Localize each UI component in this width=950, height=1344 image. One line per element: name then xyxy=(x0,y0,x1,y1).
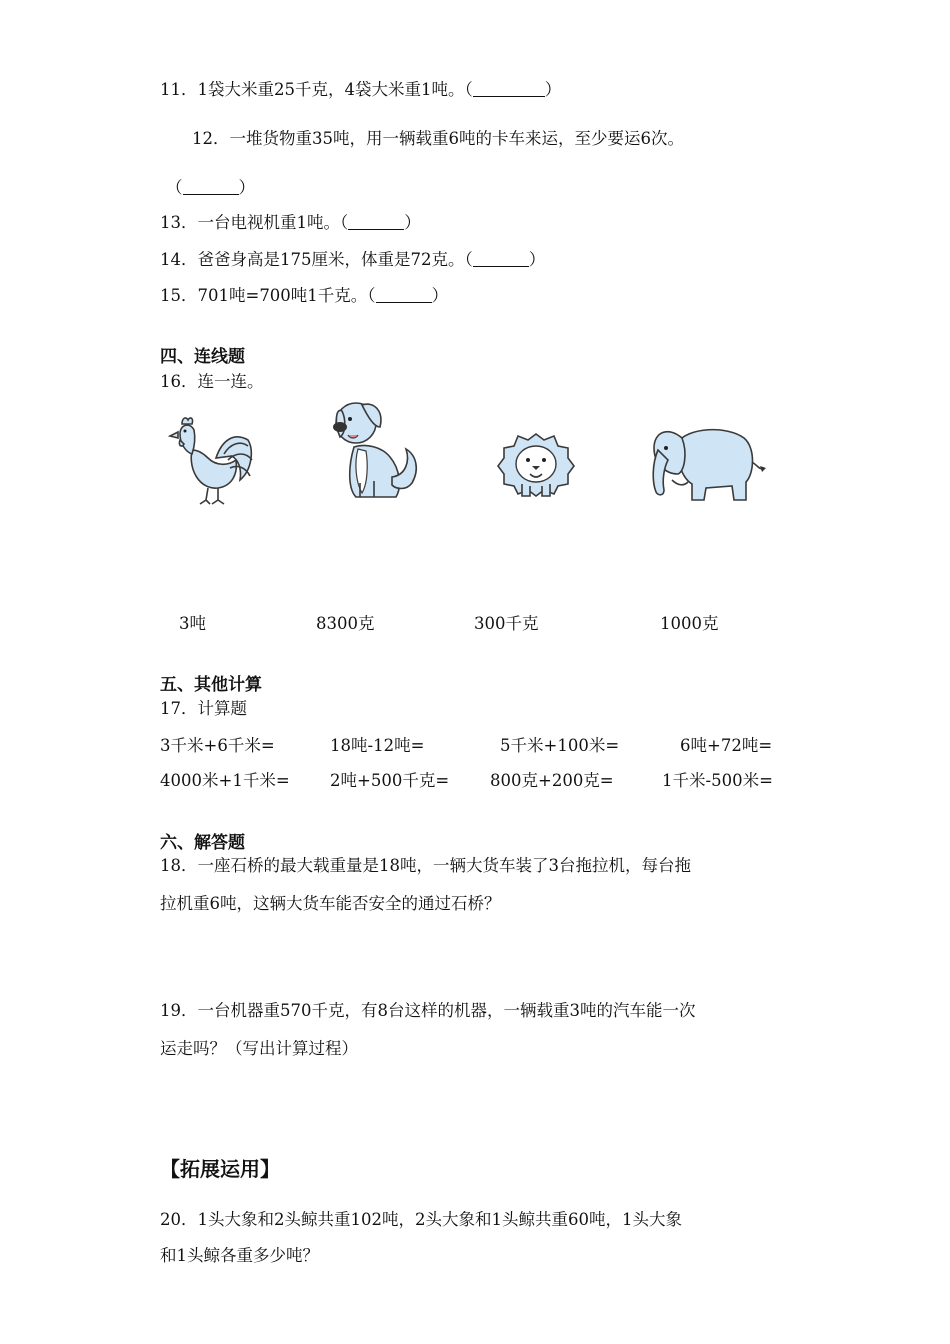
question-20-line-1: 20．1头大象和2头鲸共重102吨，2头大象和1头鲸共重60吨，1头大象 xyxy=(160,1210,682,1229)
elephant-icon[interactable] xyxy=(648,424,766,504)
calc-item: 6吨+72吨= xyxy=(680,736,773,755)
section-4-heading: 四、连线题 xyxy=(160,347,245,367)
question-16: 16．连一连。 xyxy=(160,372,264,391)
question-11 xyxy=(160,76,561,100)
paren-open: （ xyxy=(166,178,183,197)
calc-item: 18吨-12吨= xyxy=(330,736,425,755)
question-17: 17．计算题 xyxy=(160,699,247,718)
rooster-icon[interactable] xyxy=(158,410,258,508)
answer-blank[interactable] xyxy=(183,180,239,195)
lion-icon[interactable] xyxy=(496,432,576,502)
calc-item: 3千米+6千米= xyxy=(160,736,275,755)
question-14-text: 14．爸爸身高是175厘米，体重是72克。（ xyxy=(160,250,473,269)
answer-blank[interactable] xyxy=(348,215,404,230)
question-18-line-2: 拉机重6吨，这辆大货车能否安全的通过石桥？ xyxy=(160,894,501,913)
question-15 xyxy=(160,282,448,306)
extension-heading: 【拓展运用】 xyxy=(160,1157,280,1181)
weight-label-4[interactable]: 1000克 xyxy=(660,614,719,633)
calc-item: 5千米+100米= xyxy=(500,736,620,755)
calc-item: 800克+200克= xyxy=(490,771,614,790)
weight-label-3[interactable]: 300千克 xyxy=(474,614,539,633)
answer-blank[interactable] xyxy=(473,82,545,97)
question-18-line-1: 18．一座石桥的最大载重量是18吨，一辆大货车装了3台拖拉机，每台拖 xyxy=(160,856,691,875)
section-6-heading: 六、解答题 xyxy=(160,833,245,853)
question-19-line-1: 19．一台机器重570千克，有8台这样的机器，一辆载重3吨的汽车能一次 xyxy=(160,1001,696,1020)
calc-item: 4000米+1千米= xyxy=(160,771,290,790)
paren-close: ） xyxy=(528,250,546,269)
question-11-text: 11．1袋大米重25千克，4袋大米重1吨。（ xyxy=(160,80,473,99)
dog-icon[interactable] xyxy=(326,397,422,503)
calc-item: 1千米-500米= xyxy=(662,771,773,790)
question-19-line-2: 运走吗？（写出计算过程） xyxy=(160,1039,358,1058)
paren-close: ） xyxy=(404,213,421,232)
section-5-heading: 五、其他计算 xyxy=(160,675,262,695)
question-14 xyxy=(160,246,545,270)
answer-blank[interactable] xyxy=(376,288,432,303)
question-13 xyxy=(160,209,421,233)
question-20-line-2: 和1头鲸各重多少吨？ xyxy=(160,1246,319,1265)
paren-close: ） xyxy=(544,80,562,99)
weight-label-1[interactable]: 3吨 xyxy=(179,614,206,633)
question-13-text: 13．一台电视机重1吨。（ xyxy=(160,213,349,232)
paren-close: ） xyxy=(238,178,255,197)
paren-close: ） xyxy=(431,286,449,305)
question-12-answer xyxy=(166,174,255,198)
question-15-text: 15．701吨=700吨1千克。（ xyxy=(160,286,376,305)
calc-item: 2吨+500千克= xyxy=(330,771,450,790)
answer-blank[interactable] xyxy=(473,252,529,267)
weight-label-2[interactable]: 8300克 xyxy=(316,614,375,633)
question-12: 12．一堆货物重35吨，用一辆载重6吨的卡车来运，至少要运6次。 xyxy=(192,129,684,148)
